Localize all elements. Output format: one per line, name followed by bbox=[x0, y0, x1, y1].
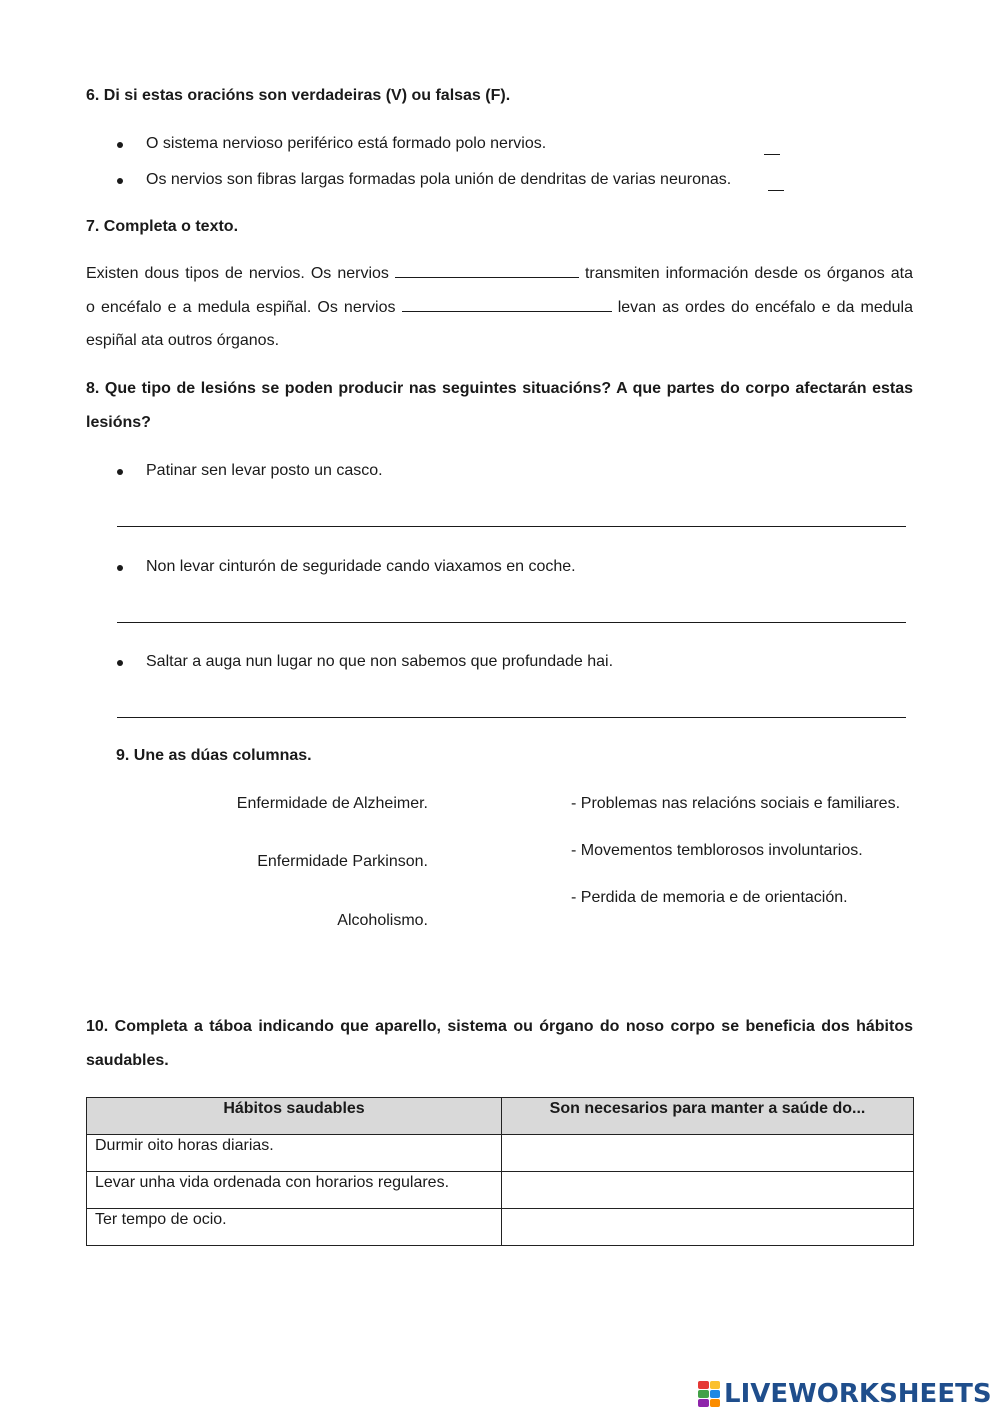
table-cell-answer[interactable] bbox=[502, 1172, 914, 1209]
q8-item-2: Non levar cinturón de seguridade cando viaxamos en coche. bbox=[146, 558, 576, 575]
liveworksheets-logo bbox=[698, 1378, 992, 1410]
table-cell-habit: Durmir oito horas diarias. bbox=[87, 1135, 502, 1172]
q6-answer-2[interactable] bbox=[768, 190, 784, 191]
q8-answer-line-2[interactable] bbox=[117, 622, 906, 623]
q9-left-2[interactable]: Enfermidade Parkinson. bbox=[257, 853, 428, 870]
table-cell-habit: Levar unha vida ordenada con horarios regulares. bbox=[87, 1172, 502, 1209]
table-header-habits: Hábitos saudables bbox=[87, 1098, 502, 1135]
q7-title: 7. Completa o texto. bbox=[86, 218, 239, 235]
q8-answer-line-3[interactable] bbox=[117, 717, 906, 718]
q9-right-3[interactable]: - Perdida de memoria e de orientación. bbox=[571, 889, 848, 906]
q9-title: 9. Une as dúas columnas. bbox=[116, 747, 312, 764]
table-header-health: Son necesarios para manter a saúde do... bbox=[502, 1098, 914, 1135]
habits-table bbox=[86, 1097, 914, 1246]
logo-mark-icon bbox=[698, 1381, 720, 1407]
q9-left-1[interactable]: Enfermidade de Alzheimer. bbox=[236, 795, 428, 812]
q10-title-line2: saudables. bbox=[86, 1051, 169, 1069]
q8-title-line1: 8. Que tipo de lesións se poden producir nas seguintes situacións? A que partes do corpo afectarán estas bbox=[86, 380, 913, 397]
table-row bbox=[87, 1172, 914, 1209]
logo-text: LIVEWORKSHEETS bbox=[724, 1379, 992, 1409]
q7-line3: espiñal ata outros órganos. bbox=[86, 332, 280, 349]
q7-blank-2[interactable] bbox=[402, 297, 612, 312]
q9-left-3[interactable]: Alcoholismo. bbox=[337, 912, 428, 929]
q10-title bbox=[86, 1010, 913, 1077]
q7-line2-b: levan as ordes do encéfalo e da medula bbox=[617, 298, 914, 316]
q7-line2-a: o encéfalo e a medula espiñal. Os nervios bbox=[86, 298, 396, 316]
q6-item-1: O sistema nervioso periférico está formado polo nervios. bbox=[146, 135, 547, 152]
table-header-row bbox=[87, 1098, 914, 1135]
q8-item-1: Patinar sen levar posto un casco. bbox=[146, 462, 383, 479]
table-cell-habit: Ter tempo de ocio. bbox=[87, 1209, 502, 1246]
q6-item-2: Os nervios son fibras largas formadas pola unión de dendritas de varias neuronas. bbox=[146, 171, 732, 188]
q8-answer-line-1[interactable] bbox=[117, 526, 906, 527]
q8-item-3: Saltar a auga nun lugar no que non sabemos que profundade hai. bbox=[146, 653, 614, 670]
q7-blank-1[interactable] bbox=[395, 263, 579, 278]
q9-right-1[interactable]: - Problemas nas relacións sociais e familiares. bbox=[571, 795, 901, 812]
q6-title: 6. Di si estas oracións son verdadeiras (V) ou falsas (F). bbox=[86, 87, 511, 104]
q6-answer-1[interactable] bbox=[764, 154, 780, 155]
q7-paragraph bbox=[86, 257, 913, 358]
table-row bbox=[87, 1135, 914, 1172]
q10-title-line1: 10. Completa a táboa indicando que aparello, sistema ou órgano do noso corpo se beneficia dos hábitos bbox=[86, 1018, 913, 1035]
table-row bbox=[87, 1209, 914, 1246]
q8-title-line2: lesións? bbox=[86, 413, 151, 431]
table-cell-answer[interactable] bbox=[502, 1135, 914, 1172]
q9-right-2[interactable]: - Movementos temblorosos involuntarios. bbox=[571, 842, 863, 859]
table-cell-answer[interactable] bbox=[502, 1209, 914, 1246]
q7-line1-a: Existen dous tipos de nervios. Os nervios bbox=[86, 265, 389, 282]
q7-line1-b: transmiten información desde os órganos ata bbox=[584, 265, 914, 282]
q8-title bbox=[86, 372, 913, 439]
